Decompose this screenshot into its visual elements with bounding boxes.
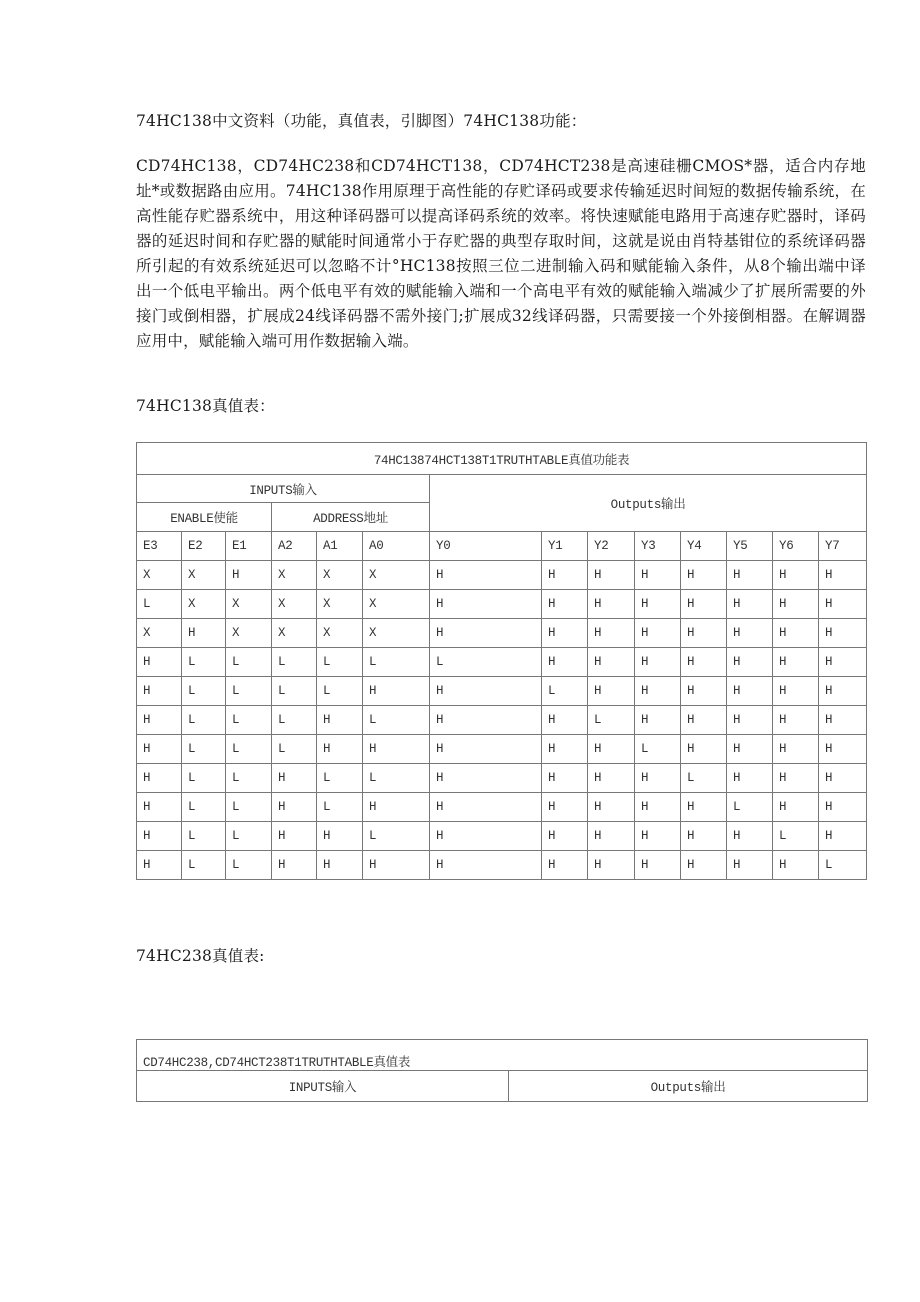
cell-e1: X: [226, 590, 272, 619]
table-row: [137, 735, 867, 764]
cell-a2: L: [272, 735, 317, 764]
cell-y3: H: [635, 793, 681, 822]
cell-y1: H: [542, 735, 588, 764]
cell-y4: H: [681, 793, 727, 822]
cell-a0: X: [363, 590, 430, 619]
cell-a0: H: [363, 677, 430, 706]
cell-y1: H: [542, 648, 588, 677]
cell-y1: L: [542, 677, 588, 706]
cell-y6: H: [773, 706, 819, 735]
cell-e3: H: [137, 706, 182, 735]
cell-y0: H: [430, 590, 542, 619]
outputs-header: Outputs输出: [509, 1071, 868, 1102]
inputs-header: INPUTS输入: [137, 475, 430, 503]
cell-a2: H: [272, 851, 317, 880]
cell-e3: H: [137, 735, 182, 764]
cell-y2: H: [588, 677, 635, 706]
cell-y4: H: [681, 851, 727, 880]
cell-e2: L: [182, 764, 226, 793]
column-header-y2: Y2: [588, 532, 635, 561]
cell-e2: L: [182, 677, 226, 706]
table-row: [137, 822, 867, 851]
cell-y2: H: [588, 851, 635, 880]
cell-y5: H: [727, 619, 773, 648]
cell-e3: L: [137, 590, 182, 619]
cell-y2: H: [588, 590, 635, 619]
cell-y5: H: [727, 648, 773, 677]
table-row: [137, 619, 867, 648]
cell-a1: H: [317, 851, 363, 880]
document-heading: 74HC138中文资料（功能，真值表，引脚图）74HC138功能：: [136, 112, 587, 130]
cell-y7: H: [819, 677, 867, 706]
cell-y6: H: [773, 851, 819, 880]
cell-a0: L: [363, 706, 430, 735]
cell-a2: X: [272, 619, 317, 648]
cell-y5: H: [727, 822, 773, 851]
cell-y6: H: [773, 677, 819, 706]
cell-e3: H: [137, 764, 182, 793]
cell-y0: H: [430, 735, 542, 764]
cell-y3: H: [635, 851, 681, 880]
cell-y2: L: [588, 706, 635, 735]
cell-y2: H: [588, 648, 635, 677]
cell-e3: H: [137, 851, 182, 880]
cell-y6: L: [773, 822, 819, 851]
cell-y4: H: [681, 822, 727, 851]
cell-y1: H: [542, 706, 588, 735]
cell-y0: L: [430, 648, 542, 677]
cell-a1: L: [317, 793, 363, 822]
cell-y4: H: [681, 677, 727, 706]
cell-y2: H: [588, 822, 635, 851]
cell-a2: H: [272, 793, 317, 822]
cell-a0: H: [363, 735, 430, 764]
cell-a1: X: [317, 619, 363, 648]
cell-y5: H: [727, 677, 773, 706]
cell-a0: L: [363, 764, 430, 793]
cell-a1: L: [317, 677, 363, 706]
cell-e2: H: [182, 619, 226, 648]
column-header-e2: E2: [182, 532, 226, 561]
cell-e1: L: [226, 793, 272, 822]
table-title-row: [137, 443, 867, 475]
cell-y0: H: [430, 706, 542, 735]
cell-a2: L: [272, 706, 317, 735]
enable-header: ENABLE使能: [137, 503, 272, 532]
cell-e3: X: [137, 561, 182, 590]
cell-e2: L: [182, 735, 226, 764]
cell-e1: H: [226, 561, 272, 590]
cell-y2: H: [588, 735, 635, 764]
cell-e3: H: [137, 793, 182, 822]
cell-y1: H: [542, 851, 588, 880]
description-paragraph: CD74HC138，CD74HC238和CD74HCT138，CD74HCT238是高速硅栅CMOS*器，适合内存地址*或数据路由应用。74HC138作用原理于高性能的存贮译码或要求传输延迟时间短的数据传输系统，在高性能存贮器系统中，用这种译码器可以提高译码系统的效率。将快速赋能电路用于高速存贮器时，译码器的延迟时间和存贮器的赋能时间通常小于存贮器的典型存取时间，这就是说由肖特基钳位的系统译码器所引起的有效系统延迟可以忽略不计°HC138按照三位二进制输入码和赋能输入条件，从8个输出端中译出一个低电平输出。两个低电平有效的赋能输入端和一个高电平有效的赋能输入端减少了扩展所需要的外接门或倒相器，扩展成24线译码器不需外接门;扩展成32线译码器，只需要接一个外接倒相器。在解调器应用中，赋能输入端可用作数据输入端。: [136, 157, 866, 350]
cell-y1: H: [542, 822, 588, 851]
truth-table-74hc238: [136, 1039, 868, 1102]
cell-y0: H: [430, 764, 542, 793]
cell-y2: H: [588, 619, 635, 648]
cell-e2: L: [182, 648, 226, 677]
column-header-a2: A2: [272, 532, 317, 561]
column-header-e3: E3: [137, 532, 182, 561]
cell-a1: L: [317, 764, 363, 793]
cell-a2: H: [272, 764, 317, 793]
cell-y7: H: [819, 822, 867, 851]
cell-a0: X: [363, 619, 430, 648]
cell-y2: H: [588, 793, 635, 822]
cell-y6: H: [773, 735, 819, 764]
cell-y7: H: [819, 735, 867, 764]
cell-y1: H: [542, 793, 588, 822]
inputs-header: INPUTS输入: [137, 1071, 509, 1102]
column-header-y6: Y6: [773, 532, 819, 561]
cell-a1: H: [317, 706, 363, 735]
table-row: [137, 793, 867, 822]
column-header-a0: A0: [363, 532, 430, 561]
cell-y7: H: [819, 619, 867, 648]
table-row: [137, 706, 867, 735]
cell-a2: X: [272, 590, 317, 619]
column-header-y4: Y4: [681, 532, 727, 561]
column-header-e1: E1: [226, 532, 272, 561]
cell-y4: H: [681, 706, 727, 735]
cell-e1: L: [226, 677, 272, 706]
cell-y3: H: [635, 706, 681, 735]
column-header-y0: Y0: [430, 532, 542, 561]
table-title: 74HC13874HCT138T1TRUTHTABLE真值功能表: [137, 443, 867, 475]
cell-e2: L: [182, 822, 226, 851]
cell-a1: L: [317, 648, 363, 677]
cell-a1: X: [317, 561, 363, 590]
cell-e1: L: [226, 764, 272, 793]
cell-y6: H: [773, 764, 819, 793]
cell-y5: H: [727, 561, 773, 590]
cell-y5: H: [727, 851, 773, 880]
cell-y4: L: [681, 764, 727, 793]
cell-a0: H: [363, 851, 430, 880]
address-header: ADDRESS地址: [272, 503, 430, 532]
cell-e2: L: [182, 851, 226, 880]
cell-y0: H: [430, 793, 542, 822]
cell-a2: X: [272, 561, 317, 590]
cell-y5: L: [727, 793, 773, 822]
table-row: [137, 677, 867, 706]
cell-a0: L: [363, 648, 430, 677]
column-header-y3: Y3: [635, 532, 681, 561]
cell-y1: H: [542, 561, 588, 590]
cell-y4: H: [681, 619, 727, 648]
cell-e2: X: [182, 561, 226, 590]
cell-y2: H: [588, 764, 635, 793]
cell-y7: H: [819, 706, 867, 735]
cell-e1: L: [226, 648, 272, 677]
cell-a1: H: [317, 735, 363, 764]
table-title: CD74HC238,CD74HCT238T1TRUTHTABLE真值表: [137, 1040, 868, 1071]
cell-y1: H: [542, 619, 588, 648]
cell-e1: L: [226, 735, 272, 764]
cell-y6: H: [773, 561, 819, 590]
cell-e2: L: [182, 793, 226, 822]
cell-y3: H: [635, 822, 681, 851]
cell-y2: H: [588, 561, 635, 590]
cell-y0: H: [430, 619, 542, 648]
cell-e1: L: [226, 706, 272, 735]
cell-y4: H: [681, 590, 727, 619]
cell-e2: X: [182, 590, 226, 619]
cell-a0: H: [363, 793, 430, 822]
outputs-header: Outputs输出: [430, 475, 867, 532]
table1-caption: 74HC138真值表：: [136, 397, 275, 415]
cell-e2: L: [182, 706, 226, 735]
cell-e3: H: [137, 677, 182, 706]
cell-y3: L: [635, 735, 681, 764]
cell-e3: X: [137, 619, 182, 648]
column-header-a1: A1: [317, 532, 363, 561]
inputs-header-row: [137, 475, 867, 503]
cell-y7: L: [819, 851, 867, 880]
cell-a1: X: [317, 590, 363, 619]
inputs-outputs-header-row: [137, 1071, 868, 1102]
column-header-y1: Y1: [542, 532, 588, 561]
cell-y7: H: [819, 648, 867, 677]
cell-a2: H: [272, 822, 317, 851]
cell-e1: L: [226, 822, 272, 851]
cell-y3: H: [635, 764, 681, 793]
cell-e3: H: [137, 822, 182, 851]
cell-a2: L: [272, 677, 317, 706]
cell-y1: H: [542, 764, 588, 793]
cell-y0: H: [430, 851, 542, 880]
cell-e3: H: [137, 648, 182, 677]
cell-y6: H: [773, 590, 819, 619]
table-row: [137, 764, 867, 793]
table2-caption: 74HC238真值表:: [136, 947, 265, 965]
cell-y5: H: [727, 735, 773, 764]
cell-a2: L: [272, 648, 317, 677]
cell-y7: H: [819, 561, 867, 590]
table-row: [137, 590, 867, 619]
cell-y7: H: [819, 793, 867, 822]
cell-e1: X: [226, 619, 272, 648]
cell-e1: L: [226, 851, 272, 880]
cell-y0: H: [430, 561, 542, 590]
cell-y5: H: [727, 764, 773, 793]
cell-a1: H: [317, 822, 363, 851]
table-row: [137, 648, 867, 677]
cell-y3: H: [635, 619, 681, 648]
table-row: [137, 851, 867, 880]
cell-y3: H: [635, 648, 681, 677]
cell-y7: H: [819, 764, 867, 793]
cell-y0: H: [430, 677, 542, 706]
cell-y5: H: [727, 706, 773, 735]
truth-table-74hc138: [136, 442, 867, 880]
cell-y3: H: [635, 561, 681, 590]
cell-y6: H: [773, 648, 819, 677]
cell-y7: H: [819, 590, 867, 619]
cell-y0: H: [430, 822, 542, 851]
table-row: [137, 561, 867, 590]
cell-y4: H: [681, 648, 727, 677]
column-header-row: [137, 532, 867, 561]
cell-y6: H: [773, 793, 819, 822]
cell-y6: H: [773, 619, 819, 648]
table-title-row: [137, 1040, 868, 1071]
cell-y4: H: [681, 561, 727, 590]
cell-y5: H: [727, 590, 773, 619]
cell-y3: H: [635, 677, 681, 706]
cell-a0: X: [363, 561, 430, 590]
cell-y3: H: [635, 590, 681, 619]
cell-y4: H: [681, 735, 727, 764]
cell-y1: H: [542, 590, 588, 619]
cell-a0: L: [363, 822, 430, 851]
column-header-y5: Y5: [727, 532, 773, 561]
column-header-y7: Y7: [819, 532, 867, 561]
